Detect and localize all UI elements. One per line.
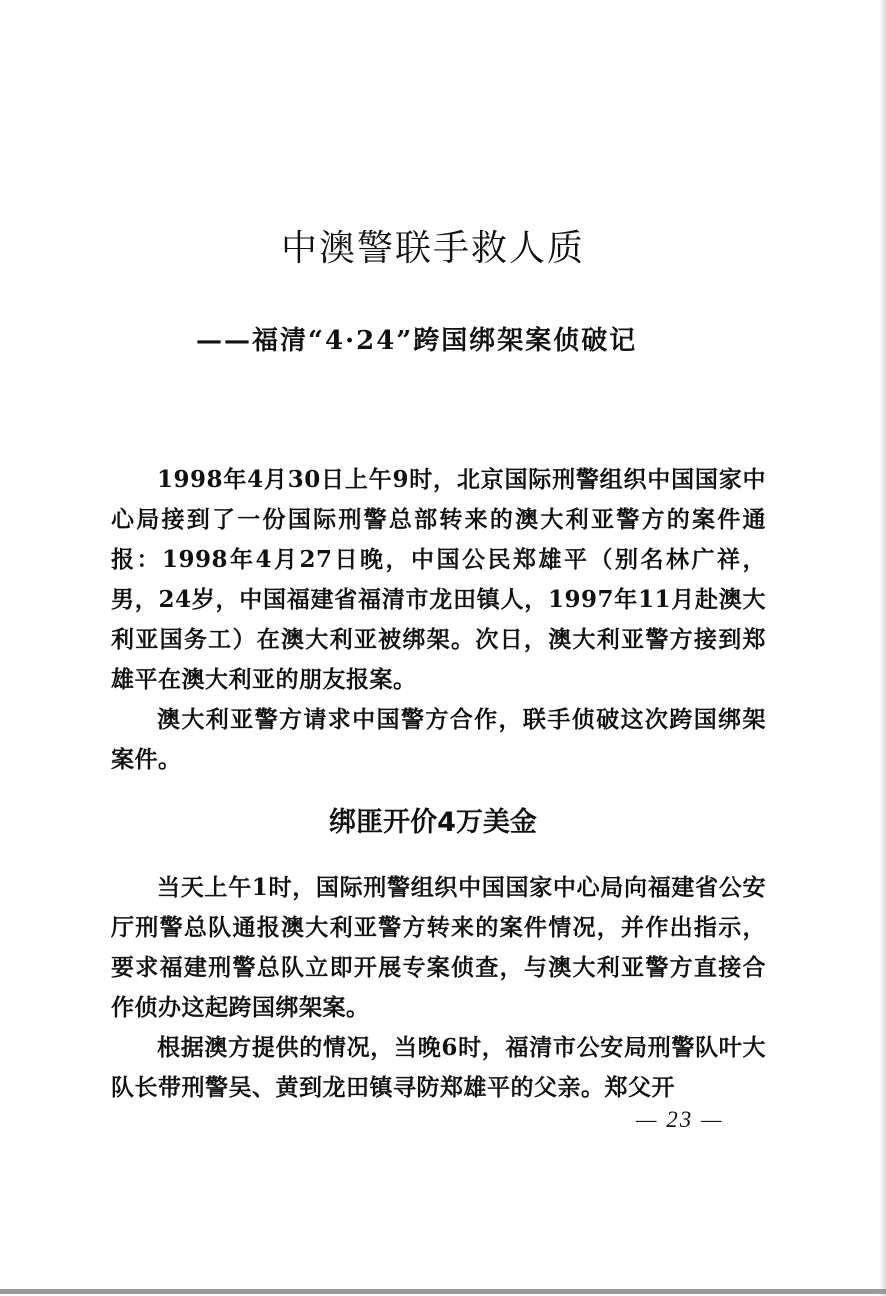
page-number: — 23 — [636, 1107, 724, 1132]
ransom-section [111, 868, 766, 1108]
section-heading: 绑匪开价4万美金 [329, 807, 537, 838]
article-subtitle: ——福清“4·24”跨国绑架案侦破记 [196, 326, 638, 356]
intro-paragraph-2: 澳大利亚警方请求中国警方合作，联手侦破这次跨国绑架案件。 [111, 706, 766, 773]
intro-paragraph-1: 1998年4月30日上午9时，北京国际刑警组织中国国家中心局接到了一份国际刑警总部转来的澳大利亚警方的案件通报：1998年4月27日晚，中国公民郑雄平（别名林广祥，男，24岁，中国福建省福清市龙田镇人，1997年11月赴澳大利亚国务工）在澳大利亚被绑架。次日，澳大利亚警方接到郑雄平在澳大利亚的朋友报案。 [111, 466, 766, 693]
article-title: 中澳警联手救人质 [280, 228, 585, 269]
intro-section [111, 460, 766, 780]
section-paragraph-1: 当天上午1时，国际刑警组织中国国家中心局向福建省公安厅刑警总队通报澳大利亚警方转来的案件情况，并作出指示，要求福建刑警总队立即开展专案侦查，与澳大利亚警方直接合作侦办这起跨国绑架案。 [111, 874, 766, 1021]
section-paragraph-2: 根据澳方提供的情况，当晚6时，福清市公安局刑警队叶大队长带刑警吴、黄到龙田镇寻防郑雄平的父亲。郑父开 [111, 1034, 766, 1101]
bottom-border [0, 1289, 886, 1294]
page-edge-shadow [879, 0, 886, 1296]
